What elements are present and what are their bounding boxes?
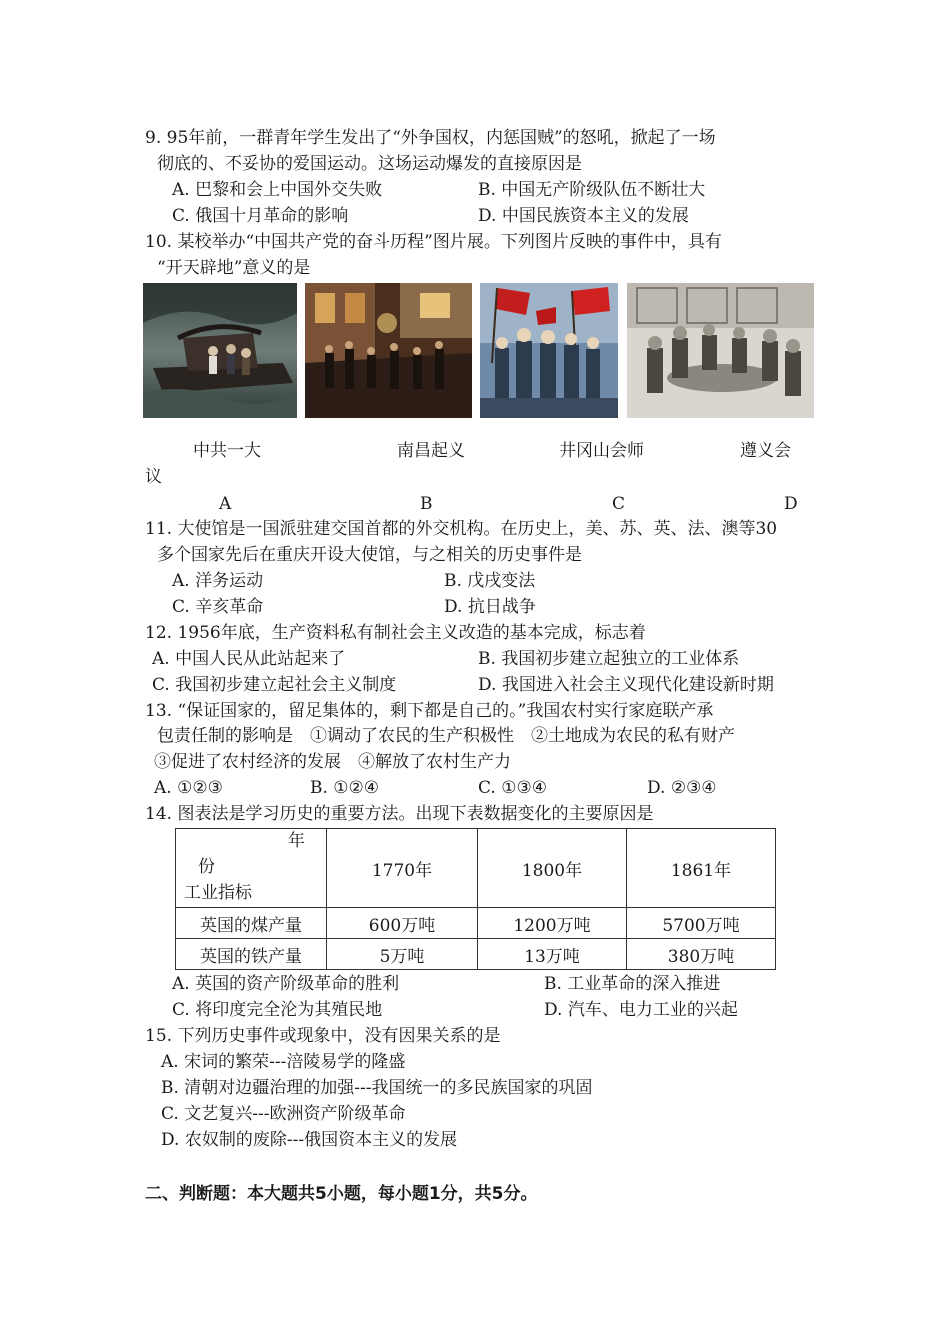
letter-a: A [219, 494, 232, 514]
row-label: 英国的铁产量 [176, 939, 327, 970]
q10-stem-line2: “开天辟地”意义的是 [157, 258, 311, 278]
table-cell: 600万吨 [327, 908, 478, 939]
q11-option-a: A. 洋务运动 [172, 571, 264, 591]
painting-jinggangshan-meeting [480, 283, 618, 418]
corner-fen: 份 [198, 857, 215, 877]
q9-option-c: C. 俄国十月革命的影响 [172, 206, 349, 226]
year-header: 1861年 [627, 829, 776, 908]
caption-c: 井冈山会师 [559, 441, 644, 461]
table-corner-cell [176, 829, 327, 908]
q15-option-b: B. 清朝对边疆治理的加强---我国统一的多民族国家的巩固 [161, 1078, 593, 1098]
q14-option-a: A. 英国的资产阶级革命的胜利 [172, 974, 400, 994]
q11-option-b: B. 戊戌变法 [444, 571, 536, 591]
q14-stem: 14. 图表法是学习历史的重要方法。出现下表数据变化的主要原因是 [145, 804, 654, 824]
q12-option-b: B. 我国初步建立起独立的工业体系 [478, 649, 740, 669]
table-cell: 5万吨 [327, 939, 478, 970]
q14-option-b: B. 工业革命的深入推进 [544, 974, 721, 994]
year-header: 1800年 [478, 829, 627, 908]
caption-d: 遵义会 [740, 441, 791, 461]
q9-option-d: D. 中国民族资本主义的发展 [478, 206, 689, 226]
table-cell: 380万吨 [627, 939, 776, 970]
table-row [176, 939, 776, 970]
painting-zunyi-meeting [627, 283, 814, 418]
table-row [176, 908, 776, 939]
q9-stem-line2: 彻底的、不妥协的爱国运动。这场运动爆发的直接原因是 [157, 154, 582, 174]
q12-option-a: A. 中国人民从此站起来了 [152, 649, 346, 669]
q12-option-c: C. 我国初步建立起社会主义制度 [152, 675, 397, 695]
q12-stem: 12. 1956年底，生产资料私有制社会主义改造的基本完成，标志着 [145, 623, 646, 643]
caption-a: 中共一大 [193, 441, 261, 461]
q11-option-d: D. 抗日战争 [444, 597, 536, 617]
q15-option-d: D. 农奴制的废除---俄国资本主义的发展 [161, 1130, 458, 1150]
q13-option-b: B. ①②④ [310, 778, 380, 798]
q11-stem-line1: 11. 大使馆是一国派驻建交国首都的外交机构。在历史上，美、苏、英、法、澳等30 [145, 519, 778, 539]
q15-option-a: A. 宋词的繁荣---涪陵易学的隆盛 [161, 1052, 406, 1072]
corner-index: 工业指标 [184, 883, 252, 903]
q13-stem-line1: 13. “保证国家的，留足集体的，剩下都是自己的。”我国农村实行家庭联产承 [145, 701, 714, 721]
q10-stem-line1: 10. 某校举办“中国共产党的奋斗历程”图片展。下列图片反映的事件中，具有 [145, 232, 722, 252]
caption-b: 南昌起义 [397, 441, 465, 461]
q13-option-c: C. ①③④ [478, 778, 547, 798]
table-cell: 13万吨 [478, 939, 627, 970]
coal-iron-table [175, 828, 776, 970]
q15-option-c: C. 文艺复兴---欧洲资产阶级革命 [161, 1104, 406, 1124]
q12-option-d: D. 我国进入社会主义现代化建设新时期 [478, 675, 774, 695]
corner-year: 年 [288, 831, 305, 851]
row-label: 英国的煤产量 [176, 908, 327, 939]
q13-option-a: A. ①②③ [154, 778, 223, 798]
table-cell: 1200万吨 [478, 908, 627, 939]
q11-stem-line2: 多个国家先后在重庆开设大使馆，与之相关的历史事件是 [157, 545, 582, 565]
painting-nanchang-uprising [305, 283, 472, 418]
q14-option-d: D. 汽车、电力工业的兴起 [544, 1000, 738, 1020]
q11-option-c: C. 辛亥革命 [172, 597, 264, 617]
q13-stem-line3: ③促进了农村经济的发展 ④解放了农村生产力 [154, 752, 511, 772]
section-two-heading: 二、判断题：本大题共5小题，每小题1分，共5分。 [145, 1184, 538, 1204]
q14-option-c: C. 将印度完全沦为其殖民地 [172, 1000, 383, 1020]
letter-b: B [420, 494, 433, 514]
q15-stem: 15. 下列历史事件或现象中，没有因果关系的是 [145, 1026, 501, 1046]
year-header: 1770年 [327, 829, 478, 908]
painting-first-congress [143, 283, 297, 418]
q9-option-a: A. 巴黎和会上中国外交失败 [172, 180, 383, 200]
table-cell: 5700万吨 [627, 908, 776, 939]
q13-stem-line2: 包责任制的影响是 ①调动了农民的生产积极性 ②土地成为农民的私有财产 [157, 726, 735, 746]
letter-d: D [784, 494, 798, 514]
caption-d-wrap: 议 [145, 467, 162, 487]
letter-c: C [612, 494, 626, 514]
q9-stem-line1: 9. 95年前，一群青年学生发出了“外争国权，内惩国贼”的怒吼，掀起了一场 [145, 128, 716, 148]
q13-option-d: D. ②③④ [647, 778, 717, 798]
table-header-row [176, 829, 776, 908]
q9-option-b: B. 中国无产阶级队伍不断壮大 [478, 180, 706, 200]
